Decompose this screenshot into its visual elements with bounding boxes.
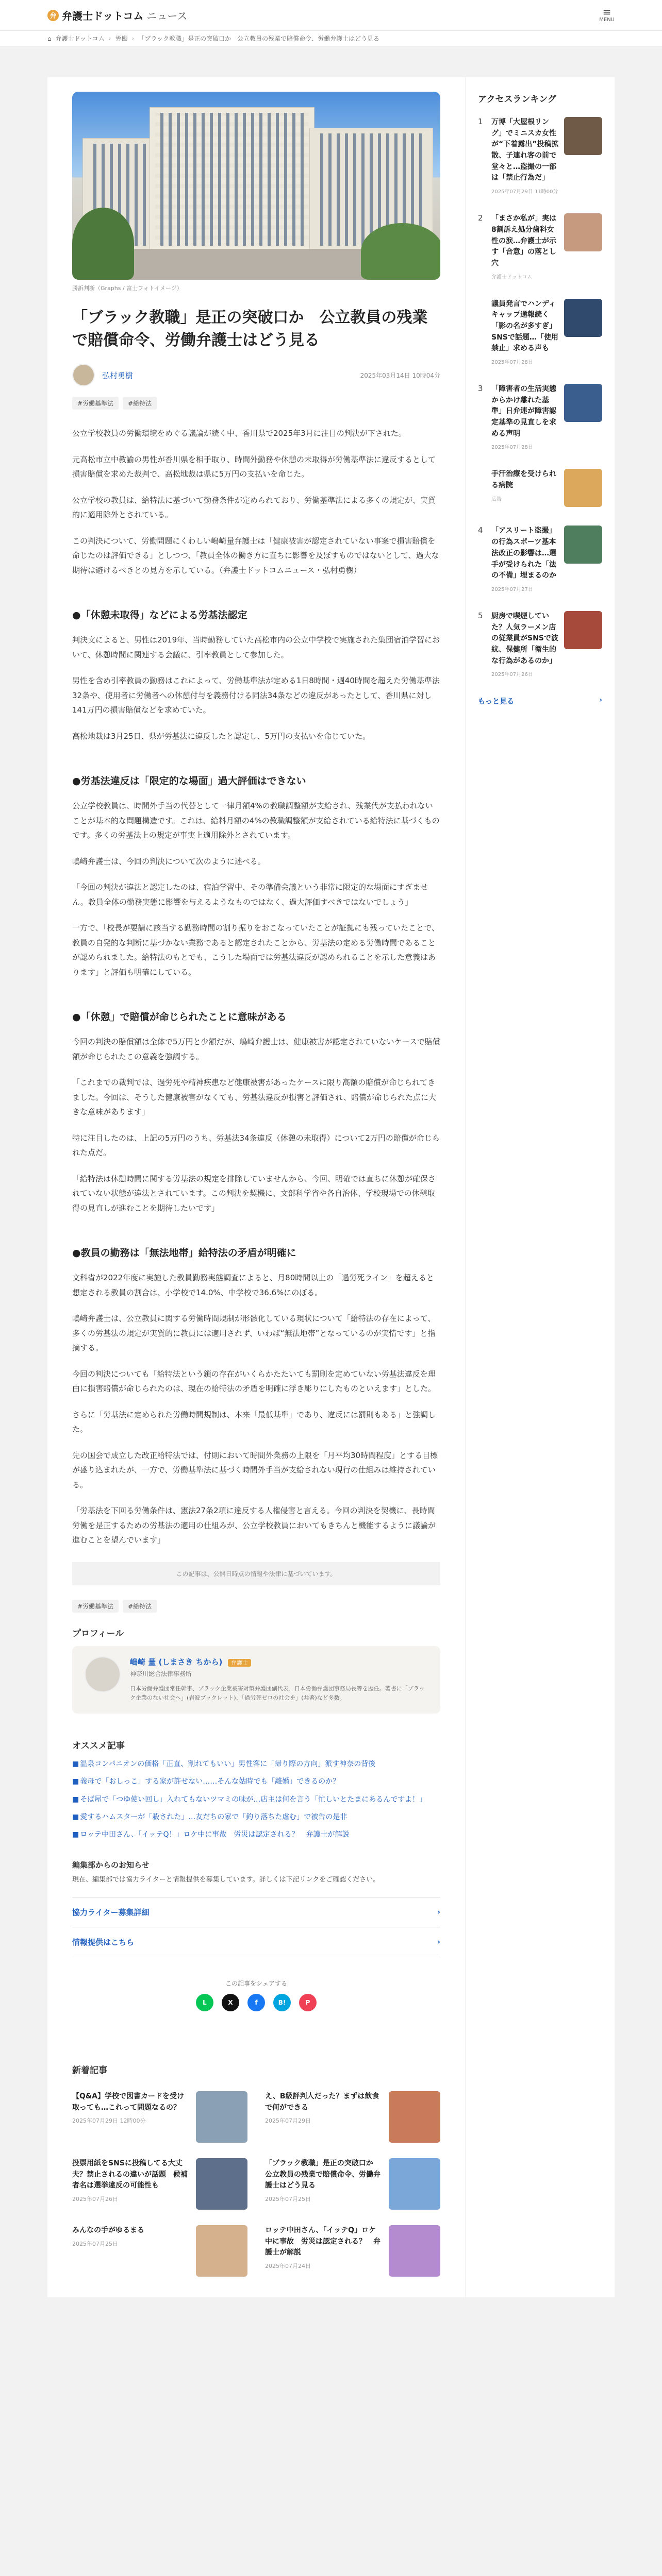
logo-sub: ニュース <box>146 10 188 22</box>
new-article-thumb <box>196 2158 247 2210</box>
paragraph: 判決文によると、男性は2019年、当時勤務していた高松市内の公立中学校で実施された集団宿泊学習において、休憩時間に関連する会議に、引率教員として参加した。 <box>72 635 440 659</box>
site-logo[interactable] <box>47 8 187 23</box>
hero-image <box>72 92 440 280</box>
rank-meta: 広告 <box>491 496 502 502</box>
chevron-right-icon: › <box>131 35 135 42</box>
facebook-share-icon[interactable]: f <box>247 1994 265 2011</box>
tag[interactable]: #給特法 <box>123 397 157 410</box>
chevron-right-icon: › <box>437 1937 440 1947</box>
ranking-item[interactable] <box>478 213 602 280</box>
section-heading: ●「休憩未取得」などによる労基法認定 <box>72 609 247 621</box>
ranking-item[interactable] <box>478 299 602 365</box>
tag-list <box>72 397 440 410</box>
paragraph: 「労基法を下回る労働条件は、憲法27条2項に違反する人権侵害と言える。今回の判決を契機に、長時間労働を是正するための労基法の適用の仕組みが、公立学校教員においてもきちんと機能するように議論が進むことを望んでいます」 <box>72 1506 436 1545</box>
new-articles-heading: 新着記事 <box>72 2065 107 2076</box>
new-article-date: 2025年07月26日 <box>72 2195 118 2202</box>
rank-meta: 2025年07月28日 <box>491 360 533 365</box>
tag[interactable]: #給特法 <box>123 1600 157 1613</box>
ranking-item[interactable] <box>478 526 602 592</box>
chevron-right-icon: › <box>108 35 111 42</box>
paragraph: 一方で、「校長が要請に該当する勤務時間の割り振りをおこなっていたことが証拠にも残っていたことで、教員の自発的な判断に基づかない業務であると認定されたことから、労基法の定める労働時間であることが認められました。給特法のもとでも、こうした場面では労基法違反が認められることを示した意義はあります」と評価も明確にしている。 <box>72 923 439 977</box>
rank-number: 2 <box>478 213 483 223</box>
link-label: 情報提供はこちら <box>72 1937 135 1947</box>
ranking-item[interactable] <box>478 117 602 195</box>
ranking-more-link[interactable] <box>478 696 602 706</box>
recommend-item[interactable]: ■ そば屋で「つゆ使い回し」入れてもないツマミの味が…店主は何を言う「忙しいとたまにあるんですよ！」 <box>72 1794 440 1805</box>
site-header <box>0 0 662 31</box>
new-article-thumb <box>389 2158 440 2210</box>
new-article-title: 「ブラック教職」是正の突破口か 公立教員の残業で賠償命令、労働弁護士はどう見る <box>265 2159 380 2190</box>
ranking-list <box>478 117 602 677</box>
rank-number <box>478 469 486 507</box>
chevron-right-icon: › <box>437 1907 440 1917</box>
new-article-date: 2025年07月24日 <box>265 2262 311 2269</box>
breadcrumb-item[interactable]: 弁護士ドットコム <box>55 35 105 42</box>
author-name[interactable]: 弘村勇樹 <box>102 370 134 380</box>
x-share-icon[interactable]: X <box>222 1994 239 2011</box>
ranking-item[interactable] <box>478 469 602 507</box>
profile-heading: プロフィール <box>72 1628 124 1639</box>
recommend-item[interactable]: ■ 義母で「おしっこ」する家が許せない……そんな姑時でも「離婚」できるのか？ <box>72 1776 440 1787</box>
paragraph: 嶋崎弁護士は、今回の判決について次のように述べる。 <box>72 856 266 866</box>
new-articles-grid <box>72 2091 440 2277</box>
rank-thumb <box>564 611 602 649</box>
paragraph: 文科省が2022年度に実施した教員勤務実態調査によると、月80時間以上の「過労死ライン」を超えると想定される教員の割合は、小学校で14.0%、中学校で36.6%にのぼる。 <box>72 1273 434 1297</box>
paragraph: 「これまでの裁判では、過労死や精神疾患など健康被害があったケースに限り高額の賠償が命じられてきました。今回は、そうした健康被害がなくても、労基法違反が損害と評価され、賠償が命じられた点に大きな意味があります」 <box>72 1078 436 1116</box>
rank-title: 「障害者の生活実態からかけ離れた基準」日弁連が障害認定基準の見直しを求める声明 <box>491 385 556 438</box>
rank-meta: 弁護士ドットコム <box>491 274 533 280</box>
new-article-date: 2025年07月29日 <box>265 2117 311 2125</box>
new-article-thumb <box>196 2225 247 2277</box>
writer-recruit-link[interactable] <box>72 1897 440 1927</box>
new-article-card[interactable] <box>72 2158 247 2210</box>
rank-title: 万博「大屋根リング」でミニスカ女性が“下着露出”投稿拡散、子連れ客の前で堂々と…盗撮の一部は「禁止行為だ」 <box>491 118 559 182</box>
paragraph: 「給特法は休憩時間に関する労基法の規定を排除していませんから、今回、明確では直ちに休憩が確保されていない状態が違法とされています。この判決を契機に、文部科学省や各自治体、学校現場での休憩取得の見直しが進むことを期待したいです」 <box>72 1174 436 1213</box>
new-article-title: ロッテ中田さん、「イッテQ」ロケ中に事故 労災は認定される？ 弁護士が解説 <box>265 2226 380 2257</box>
tag[interactable]: #労働基準法 <box>72 397 119 410</box>
byline <box>72 364 440 386</box>
info-box: この記事は、公開日時点の情報や法律に基づいています。 <box>72 1562 440 1585</box>
ranking-item[interactable] <box>478 384 602 450</box>
home-icon[interactable]: ⌂ <box>47 35 52 42</box>
recommend-heading: オススメ記事 <box>72 1740 125 1751</box>
article-main <box>47 77 465 2297</box>
rank-thumb <box>564 384 602 422</box>
share-buttons <box>72 1994 440 2011</box>
paragraph: 元高松市立中教諭の男性が香川県を相手取り、時間外勤務や休憩の未取得が労働基準法に違反するとして損害賠償を求めた裁判で、高松地裁は県に5万円の支払いを命じた。 <box>72 454 436 479</box>
breadcrumb-item[interactable]: 労働 <box>115 35 128 42</box>
rank-number: 1 <box>478 117 483 126</box>
rank-meta: 2025年07月27日 <box>491 586 533 592</box>
rank-title: 「まさか私が」実は8割訴え処分歯科女性の涙…弁護士が示す「合意」の落とし穴 <box>491 214 556 267</box>
paragraph: 公立学校の教員は、給特法に基づいて勤務条件が定められており、労働基準法による多くの規定が、実質的に適用除外とされている。 <box>72 495 436 519</box>
profile-avatar <box>85 1656 121 1692</box>
rank-title: 厨房で喫煙していた？人気ラーメン店の従業員がSNSで波紋、保健所「衛生的な行為があるのか」 <box>491 612 558 665</box>
paragraph: さらに「労基法に定められた労働時間規制は、本来「最低基準」であり、違反には罰則もある」と強調した。 <box>72 1410 436 1434</box>
new-article-title: みんなの手がゆるまる <box>72 2226 144 2234</box>
breadcrumb <box>0 31 662 46</box>
paragraph: 男性を含め引率教員の勤務はこれによって、労働基準法が定める1日8時間・週40時間を超えた労働基準法32条や、使用者に労働者への休憩付与を義務付ける同法34条などの違反があったとして、香川県に対し141万円の損害賠償などを求めていた。 <box>72 676 440 715</box>
paragraph: 「今回の判決が違法と認定したのは、宿泊学習中、その準備会議という非常に限定的な場面にすぎません。教員全体の勤務実態に影響を与えるようなものではなく、過大評価すべきではないでしょう」 <box>72 883 428 907</box>
publish-date: 2025年03月14日 10時04分 <box>360 371 440 379</box>
menu-button[interactable] <box>599 8 615 23</box>
sidebar <box>465 77 615 2297</box>
ranking-item[interactable] <box>478 611 602 677</box>
new-article-date: 2025年07月29日 12時00分 <box>72 2117 146 2125</box>
rank-thumb <box>564 299 602 337</box>
rank-meta: 2025年07月29日 11時00分 <box>491 189 558 195</box>
article-body <box>72 426 440 1548</box>
rank-thumb <box>564 213 602 251</box>
image-caption: 勝訴判断（Graphs / 富士フォトイメージ） <box>72 285 183 292</box>
new-article-date: 2025年07月25日 <box>265 2195 311 2202</box>
paragraph: 公立学校教員は、時間外手当の代替として一律月額4%の教職調整額が支給され、残業代が支払われないことが基本的な問題構造です。これは、給料月額の4%の教職調整額が支給されている給特法に基づくものです。多くの労基法上の規定が事実上適用除外とされています。 <box>72 801 440 840</box>
author[interactable] <box>72 364 133 386</box>
profile-role: 神奈川総合法律事務所 <box>130 1670 192 1677</box>
menu-label: MENU <box>599 17 615 23</box>
author-avatar <box>72 364 95 386</box>
article-title: 「ブラック教職」是正の突破口か 公立教員の残業で賠償命令、労働弁護士はどう見る <box>72 309 428 349</box>
profile-card <box>72 1646 440 1714</box>
page-container <box>47 77 615 2297</box>
recommend-item[interactable]: ■ ロッテ中田さん、「イッテQ！」ロケ中に事故 労災は認定される？ 弁護士が解説 <box>72 1829 440 1840</box>
more-label: もっと見る <box>478 698 514 706</box>
section-heading: ●労基法違反は「限定的な場面」過大評価はできない <box>72 775 306 787</box>
share-heading: この記事をシェアする <box>225 1979 287 1987</box>
tag[interactable]: #労働基準法 <box>72 1600 119 1613</box>
logo-mark-icon: 弁 <box>47 10 59 21</box>
hamburger-icon: ≡ <box>602 6 611 18</box>
new-article-title: え、B級評判人だった？まずは飲食で何ができる <box>265 2092 379 2112</box>
info-submit-link[interactable] <box>72 1927 440 1957</box>
new-article-title: 【Q&A】学校で図書カードを受け取っても…これって問題なるの？ <box>72 2092 184 2112</box>
notice-heading: 編集部からのお知らせ <box>72 1860 150 1870</box>
paragraph: 特に注目したのは、上記の5万円のうち、労基法34条違反（休憩の未取得）について2万円の賠償が命じられた点だ。 <box>72 1133 440 1157</box>
rank-number <box>478 299 486 365</box>
recommend-list <box>72 1758 440 1841</box>
breadcrumb-current: 「ブラック教職」是正の突破口か 公立教員の残業で賠償命令、労働弁護士はどう見る <box>138 35 380 42</box>
notice-text: 現在、編集部では協力ライターと情報提供を募集しています。詳しくは下記リンクをご確認ください。 <box>72 1875 380 1884</box>
recommend-item[interactable]: ■ 温泉コンパニオンの価格「正直、割れてもいい」男性客に「帰り際の方向」派す神奈の背後 <box>72 1758 440 1770</box>
paragraph: 今回の判決についても「給特法という鎖の存在がいくらかたたいても罰則を定めていない労基法違反を理由に損害賠償が命じられたのは、現在の給特法の矛盾を明確に浮き彫りにしたものといえます」とした。 <box>72 1369 436 1393</box>
rank-title: 手汗治療を受けられる病院 <box>491 470 556 490</box>
rank-thumb <box>564 469 602 507</box>
new-article-card[interactable] <box>265 2225 440 2277</box>
new-article-title: 投票用紙をSNSに投稿してる大丈夫？禁止されるの違いが話題 候補者名は選挙違反の可能性も <box>72 2159 188 2190</box>
section-heading: ●「休憩」で賠償が命じられたことに意味がある <box>72 1011 287 1023</box>
pocket-share-icon[interactable]: P <box>299 1994 317 2011</box>
rank-number: 4 <box>478 526 483 535</box>
chevron-right-icon: › <box>599 696 602 705</box>
new-article-card[interactable] <box>265 2091 440 2143</box>
new-article-card[interactable] <box>72 2225 247 2277</box>
paragraph: 高松地裁は3月25日、県が労基法に違反したと認定し、5万円の支払いを命じていた。 <box>72 731 371 741</box>
paragraph: 先の国会で成立した改正給特法では、付則において時間外業務の上限を「月平均30時間程度」とする目標が盛り込まれたが、一方で、労働基準法に基づく時間外手当が支給されない現行の仕組みは維持されている。 <box>72 1450 438 1489</box>
paragraph: 嶋崎弁護士は、公立教員に関する労働時間規制が形骸化している現状について「給特法の存在によって、多くの労基法の規定が実質的に教員には適用されず、いわば“無法地帯”となっているのが実情です」と指摘する。 <box>72 1314 436 1352</box>
profile-badge: 弁護士 <box>228 1659 251 1667</box>
recommend-item[interactable]: ■ 愛するハムスターが「殺された」…友だちの家で「釣り落ちた虐む」で被告の是非 <box>72 1811 440 1823</box>
new-article-card[interactable] <box>265 2158 440 2210</box>
link-label: 協力ライター募集詳細 <box>72 1907 150 1917</box>
rank-thumb <box>564 117 602 155</box>
rank-number: 3 <box>478 384 483 393</box>
hatena-share-icon[interactable]: B! <box>273 1994 291 2011</box>
line-share-icon[interactable]: L <box>196 1994 213 2011</box>
paragraph: 今回の判決の賠償額は全体で5万円と少額だが、嶋崎弁護士は、健康被害が認定されていないケースで賠償額が命じられたこの意義を強調する。 <box>72 1037 440 1061</box>
section-heading: ●教員の勤務は「無法地帯」給特法の矛盾が明確に <box>72 1247 296 1259</box>
paragraph: 公立学校教員の労働環境をめぐる議論が続く中、香川県で2025年3月に注目の判決が下された。 <box>72 429 406 438</box>
profile-text: 日本労働弁護団常任幹事、ブラック企業被害対策弁護団副代表、日本労働弁護団事務局長等を歴任。著書に「ブラック企業のない社会へ」(岩波ブックレット)、「過労死ゼロの社会を」(共著)など多数。 <box>130 1685 425 1702</box>
ranking-heading: アクセスランキング <box>478 94 556 105</box>
rank-number: 5 <box>478 611 483 620</box>
rank-meta: 2025年07月28日 <box>491 445 533 451</box>
rank-meta: 2025年07月26日 <box>491 672 533 678</box>
paragraph: この判決について、労働問題にくわしい嶋崎量弁護士は「健康被害が認定されていない事案で損害賠償を命じたのは評価できる」としつつ、「教員全体の働き方に直ちに影響を及ぼすものではないとして、過大な期待は避けるべきとの見方を示している。（弁護士ドットコムニュース・弘村勇樹） <box>72 536 439 575</box>
logo-name: 弁護士ドットコム <box>62 10 144 22</box>
new-article-thumb <box>196 2091 247 2143</box>
tag-list-bottom <box>72 1600 440 1613</box>
new-article-date: 2025年07月25日 <box>72 2240 118 2247</box>
rank-thumb <box>564 526 602 564</box>
new-article-thumb <box>389 2225 440 2277</box>
rank-title: 「アスリート盗撮」の行為スポーツ基本法改正の影響は…選手が受けられた「法の不備」埋まるのか <box>491 527 556 580</box>
new-article-thumb <box>389 2091 440 2143</box>
rank-title: 議員発言でハンディキャップ通報続く「影の名が多すぎ」SNSで話題…「使用禁止」求める声も <box>491 299 558 353</box>
new-article-card[interactable] <box>72 2091 247 2143</box>
profile-name[interactable]: 嶋崎 量 (しまさき ちから) <box>130 1657 223 1667</box>
